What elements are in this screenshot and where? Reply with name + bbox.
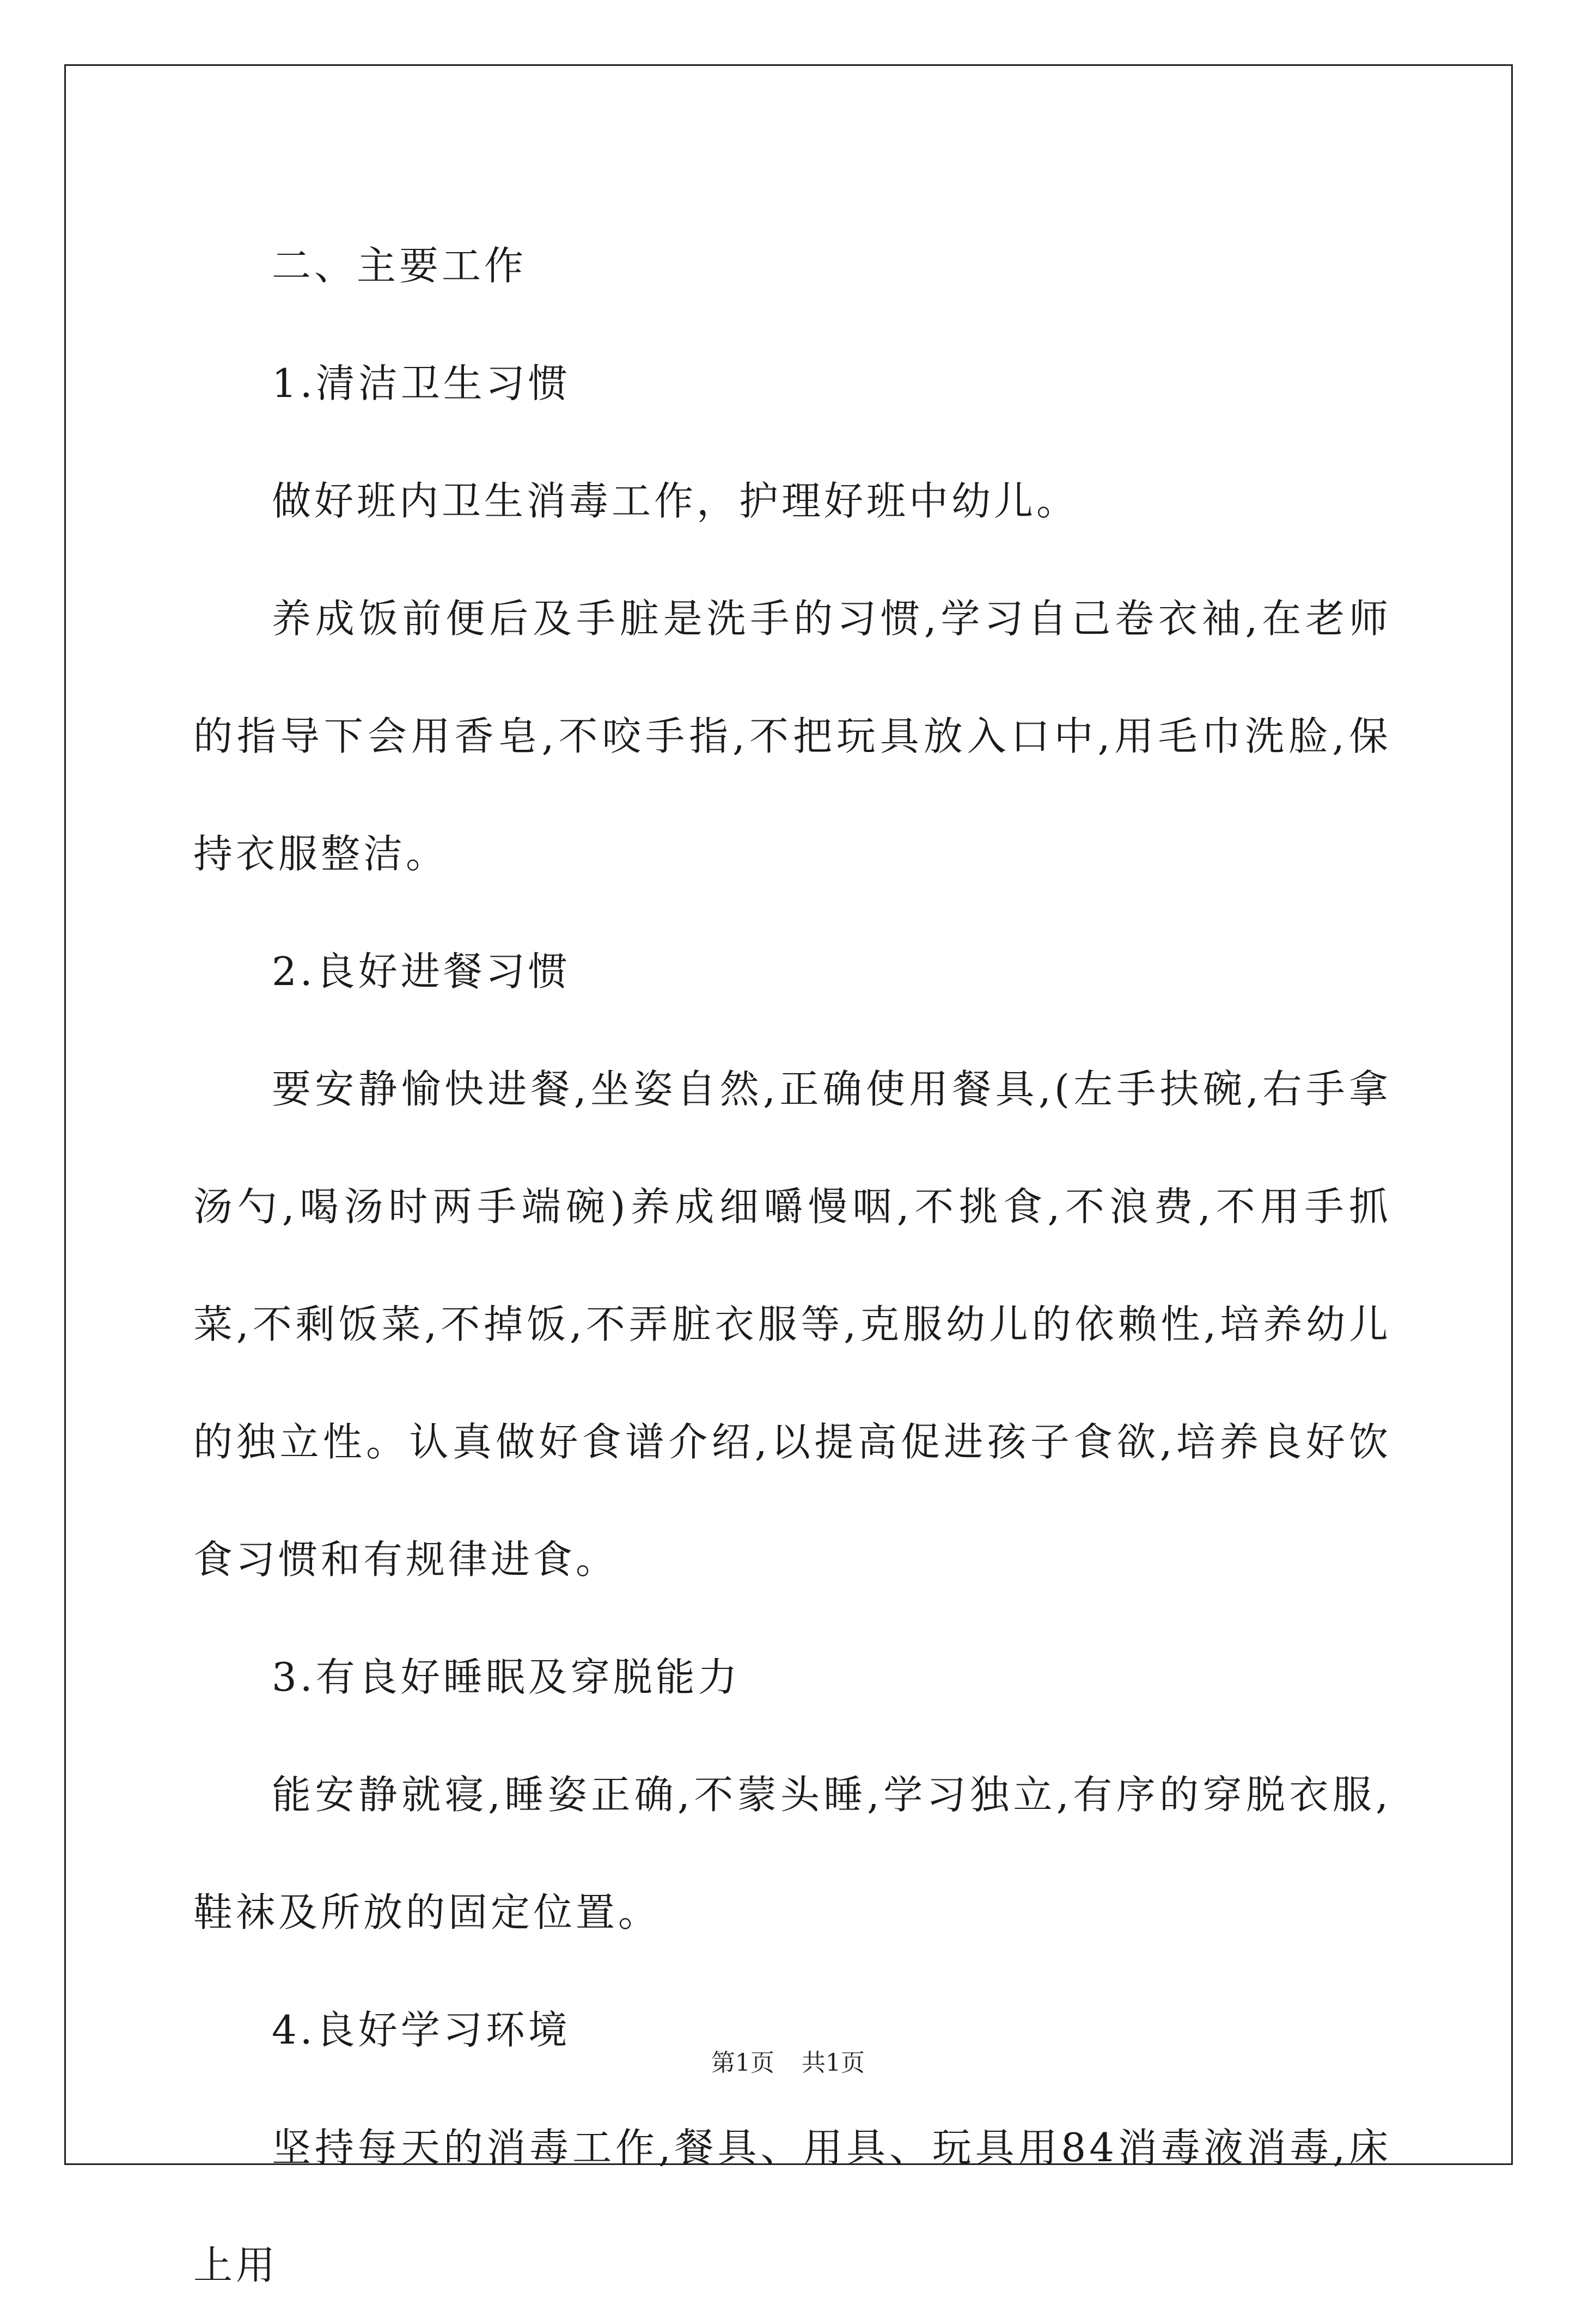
subheading-sleep: 3.有良好睡眠及穿脱能力 — [272, 1654, 741, 1700]
document-body — [193, 207, 1391, 2324]
page-number: 第1页 — [711, 2049, 774, 2077]
page-total: 共1页 — [802, 2049, 865, 2077]
subheading-cleanliness: 1.清洁卫生习惯 — [272, 360, 571, 406]
page-footer — [0, 2043, 1576, 2078]
paragraph-handwashing: 养成饭前便后及手脏是洗手的习惯,学习自己卷衣袖,在老师的指导下会用香皂,不咬手指,不把玩具放入口中,用毛巾洗脸,保持衣服整洁。 — [193, 596, 1391, 877]
paragraph-disinfection: 坚持每天的消毒工作,餐具、用具、玩具用84消毒液消毒,床上用 — [193, 2125, 1391, 2288]
paragraph-eating-habits: 要安静愉快进餐,坐姿自然,正确使用餐具,(左手扶碗,右手拿汤勺,喝汤时两手端碗)养成细嚼慢咽,不挑食,不浪费,不用手抓菜,不剩饭菜,不掉饭,不弄脏衣服等,克服幼儿的依赖性,培养幼儿的独立性。认真做好食谱介绍,以提高促进孩子食欲,培养良好饮食习惯和有规律进食。 — [193, 1066, 1391, 1582]
paragraph-sleep-habits: 能安静就寝,睡姿正确,不蒙头睡,学习独立,有序的穿脱衣服,鞋袜及所放的固定位置。 — [193, 1772, 1391, 1935]
paragraph-hygiene-work: 做好班内卫生消毒工作，护理好班中幼儿。 — [272, 478, 1079, 524]
section-title: 二、主要工作 — [272, 243, 527, 289]
subheading-environment: 4.良好学习环境 — [272, 2007, 571, 2053]
subheading-eating: 2.良好进餐习惯 — [272, 949, 571, 994]
